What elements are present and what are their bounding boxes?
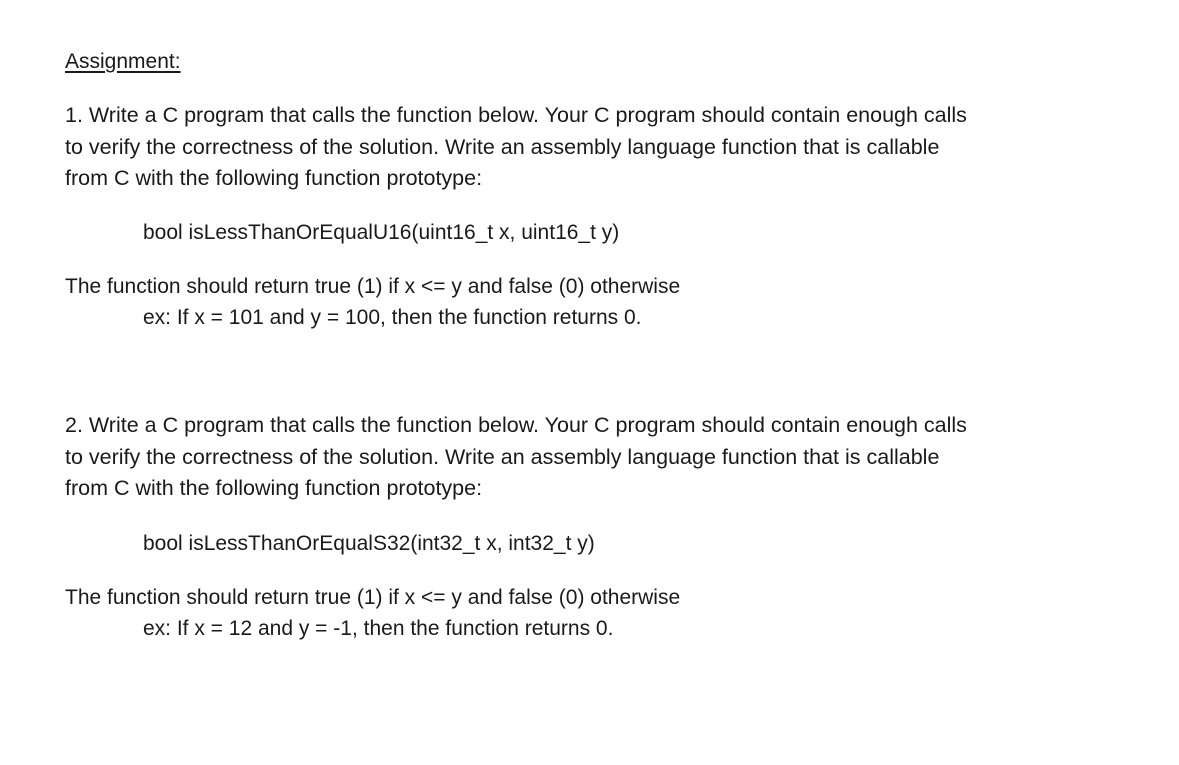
question-1-return-desc: The function should return true (1) if x <= y and false (0) otherwise <box>65 275 681 298</box>
question-2-text <box>65 410 1125 505</box>
question-1-line-3: from C with the following function prototype: <box>65 166 483 190</box>
question-1-text <box>65 100 1125 195</box>
question-2-line-1: 2. Write a C program that calls the function below. Your C program should contain enough calls <box>65 413 967 437</box>
question-1-line-1: 1. Write a C program that calls the function below. Your C program should contain enough calls <box>65 103 967 127</box>
question-2-example: ex: If x = 12 and y = -1, then the function returns 0. <box>143 617 614 640</box>
question-1-prototype: bool isLessThanOrEqualU16(uint16_t x, uint16_t y) <box>143 221 620 244</box>
assignment-heading: Assignment: <box>65 50 181 73</box>
question-1-example: ex: If x = 101 and y = 100, then the function returns 0. <box>143 306 642 329</box>
question-2-line-2: to verify the correctness of the solution. Write an assembly language function that is callable <box>65 444 940 469</box>
question-1-line-2: to verify the correctness of the solution. Write an assembly language function that is callable <box>65 134 940 159</box>
question-2-return-desc: The function should return true (1) if x <= y and false (0) otherwise <box>65 586 681 609</box>
question-2-line-3: from C with the following function prototype: <box>65 476 483 500</box>
question-2-prototype: bool isLessThanOrEqualS32(int32_t x, int32_t y) <box>143 532 595 555</box>
question-2-return-block <box>65 582 680 644</box>
question-1-return-block <box>65 271 680 333</box>
